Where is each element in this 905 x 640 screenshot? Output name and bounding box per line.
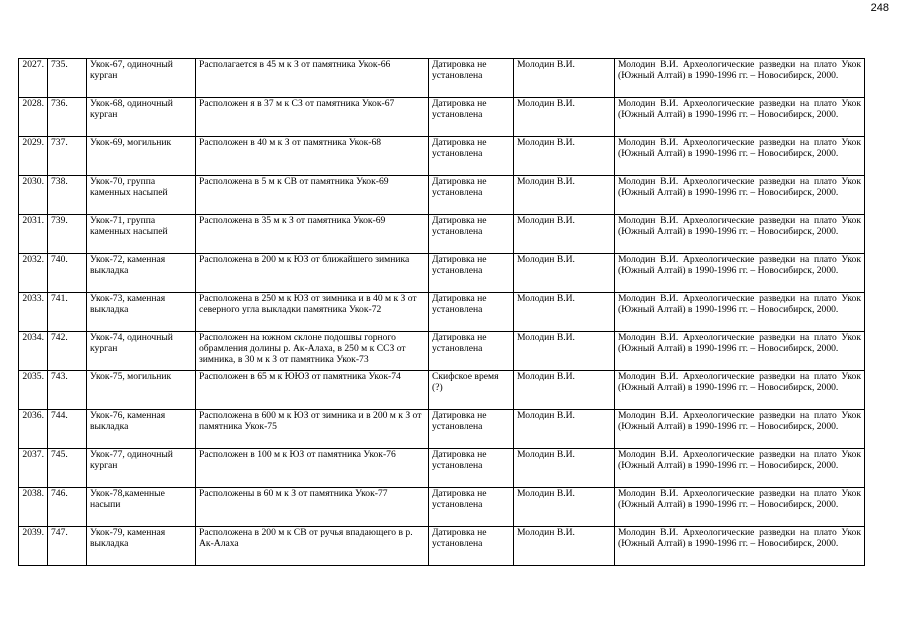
monument-index-cell: 741. bbox=[48, 293, 87, 332]
monument-name-cell: Укок-67, одиночный курган bbox=[87, 59, 196, 98]
literature-cell: Молодин В.И. Археологические разведки на плато Укок (Южный Алтай) в 1990-1996 гг. – Новосибирск, 2000. bbox=[615, 527, 865, 566]
monument-index-cell: 736. bbox=[48, 98, 87, 137]
monument-name-cell: Укок-72, каменная выкладка bbox=[87, 254, 196, 293]
monument-name-cell: Укок-75, могильник bbox=[87, 371, 196, 410]
author-cell: Молодин В.И. bbox=[514, 410, 615, 449]
row-number-cell: 2032. bbox=[19, 254, 48, 293]
location-cell: Расположена в 250 м к ЮЗ от зимника и в 40 м к З от северного угла выкладки памятника Укок-72 bbox=[196, 293, 429, 332]
monument-name-cell: Укок-70, группа каменных насыпей bbox=[87, 176, 196, 215]
location-cell: Расположен в 65 м к ЮЮЗ от памятника Укок-74 bbox=[196, 371, 429, 410]
author-cell: Молодин В.И. bbox=[514, 449, 615, 488]
location-cell: Расположен в 100 м к ЮЗ от памятника Укок-76 bbox=[196, 449, 429, 488]
table-body bbox=[19, 59, 865, 566]
literature-cell: Молодин В.И. Археологические разведки на плато Укок (Южный Алтай) в 1990-1996 гг. – Новосибирск, 2000. bbox=[615, 293, 865, 332]
row-number-cell: 2031. bbox=[19, 215, 48, 254]
location-cell: Располагается в 45 м к З от памятника Укок-66 bbox=[196, 59, 429, 98]
dating-cell: Датировка не установлена bbox=[429, 332, 514, 371]
literature-cell: Молодин В.И. Археологические разведки на плато Укок (Южный Алтай) в 1990-1996 гг. – Новосибирск, 2000. bbox=[615, 410, 865, 449]
monument-index-cell: 738. bbox=[48, 176, 87, 215]
location-cell: Расположена в 5 м к СВ от памятника Укок-69 bbox=[196, 176, 429, 215]
literature-cell: Молодин В.И. Археологические разведки на плато Укок (Южный Алтай) в 1990-1996 гг. – Новосибирск, 2000. bbox=[615, 371, 865, 410]
author-cell: Молодин В.И. bbox=[514, 527, 615, 566]
author-cell: Молодин В.И. bbox=[514, 293, 615, 332]
table-row bbox=[19, 176, 865, 215]
row-number-cell: 2033. bbox=[19, 293, 48, 332]
monument-name-cell: Укок-73, каменная выкладка bbox=[87, 293, 196, 332]
monument-name-cell: Укок-69, могильник bbox=[87, 137, 196, 176]
table-row bbox=[19, 137, 865, 176]
table-row bbox=[19, 98, 865, 137]
dating-cell: Датировка не установлена bbox=[429, 98, 514, 137]
dating-cell: Скифское время (?) bbox=[429, 371, 514, 410]
monument-name-cell: Укок-71, группа каменных насыпей bbox=[87, 215, 196, 254]
row-number-cell: 2035. bbox=[19, 371, 48, 410]
row-number-cell: 2037. bbox=[19, 449, 48, 488]
table-row bbox=[19, 332, 865, 371]
row-number-cell: 2027. bbox=[19, 59, 48, 98]
monument-index-cell: 739. bbox=[48, 215, 87, 254]
location-cell: Расположена в 600 м к ЮЗ от зимника и в 200 м к З от памятника Укок-75 bbox=[196, 410, 429, 449]
table-row bbox=[19, 254, 865, 293]
row-number-cell: 2038. bbox=[19, 488, 48, 527]
dating-cell: Датировка не установлена bbox=[429, 176, 514, 215]
location-cell: Расположены в 60 м к З от памятника Укок-77 bbox=[196, 488, 429, 527]
table-row bbox=[19, 293, 865, 332]
literature-cell: Молодин В.И. Археологические разведки на плато Укок (Южный Алтай) в 1990-1996 гг. – Новосибирск, 2000. bbox=[615, 488, 865, 527]
monument-index-cell: 743. bbox=[48, 371, 87, 410]
author-cell: Молодин В.И. bbox=[514, 254, 615, 293]
literature-cell: Молодин В.И. Археологические разведки на плато Укок (Южный Алтай) в 1990-1996 гг. – Новосибирск, 2000. bbox=[615, 59, 865, 98]
monument-index-cell: 742. bbox=[48, 332, 87, 371]
literature-cell: Молодин В.И. Археологические разведки на плато Укок (Южный Алтай) в 1990-1996 гг. – Новосибирск, 2000. bbox=[615, 176, 865, 215]
author-cell: Молодин В.И. bbox=[514, 176, 615, 215]
monument-name-cell: Укок-78,каменные насыпи bbox=[87, 488, 196, 527]
literature-cell: Молодин В.И. Археологические разведки на плато Укок (Южный Алтай) в 1990-1996 гг. – Новосибирск, 2000. bbox=[615, 449, 865, 488]
monument-index-cell: 737. bbox=[48, 137, 87, 176]
literature-cell: Молодин В.И. Археологические разведки на плато Укок (Южный Алтай) в 1990-1996 гг. – Новосибирск, 2000. bbox=[615, 254, 865, 293]
dating-cell: Датировка не установлена bbox=[429, 293, 514, 332]
table-row bbox=[19, 59, 865, 98]
literature-cell: Молодин В.И. Археологические разведки на плато Укок (Южный Алтай) в 1990-1996 гг. – Новосибирск, 2000. bbox=[615, 215, 865, 254]
table-row bbox=[19, 410, 865, 449]
author-cell: Молодин В.И. bbox=[514, 59, 615, 98]
dating-cell: Датировка не установлена bbox=[429, 410, 514, 449]
table-row bbox=[19, 488, 865, 527]
location-cell: Расположена в 200 м к СВ от ручья впадающего в р. Ак-Алаха bbox=[196, 527, 429, 566]
row-number-cell: 2036. bbox=[19, 410, 48, 449]
location-cell: Расположен в 40 м к З от памятника Укок-68 bbox=[196, 137, 429, 176]
monument-name-cell: Укок-76, каменная выкладка bbox=[87, 410, 196, 449]
author-cell: Молодин В.И. bbox=[514, 215, 615, 254]
row-number-cell: 2039. bbox=[19, 527, 48, 566]
dating-cell: Датировка не установлена bbox=[429, 449, 514, 488]
table-row bbox=[19, 215, 865, 254]
dating-cell: Датировка не установлена bbox=[429, 59, 514, 98]
monument-index-cell: 745. bbox=[48, 449, 87, 488]
dating-cell: Датировка не установлена bbox=[429, 527, 514, 566]
dating-cell: Датировка не установлена bbox=[429, 254, 514, 293]
monument-index-cell: 746. bbox=[48, 488, 87, 527]
monument-name-cell: Укок-77, одиночный курган bbox=[87, 449, 196, 488]
author-cell: Молодин В.И. bbox=[514, 371, 615, 410]
monuments-table bbox=[18, 58, 865, 566]
author-cell: Молодин В.И. bbox=[514, 98, 615, 137]
row-number-cell: 2028. bbox=[19, 98, 48, 137]
literature-cell: Молодин В.И. Археологические разведки на плато Укок (Южный Алтай) в 1990-1996 гг. – Новосибирск, 2000. bbox=[615, 137, 865, 176]
dating-cell: Датировка не установлена bbox=[429, 137, 514, 176]
monument-name-cell: Укок-79, каменная выкладка bbox=[87, 527, 196, 566]
literature-cell: Молодин В.И. Археологические разведки на плато Укок (Южный Алтай) в 1990-1996 гг. – Новосибирск, 2000. bbox=[615, 98, 865, 137]
table-row bbox=[19, 371, 865, 410]
page-number: 248 bbox=[870, 2, 889, 14]
location-cell: Расположена в 200 м к ЮЗ от ближайшего зимника bbox=[196, 254, 429, 293]
location-cell: Расположен я в 37 м к СЗ от памятника Укок-67 bbox=[196, 98, 429, 137]
monument-index-cell: 735. bbox=[48, 59, 87, 98]
row-number-cell: 2029. bbox=[19, 137, 48, 176]
author-cell: Молодин В.И. bbox=[514, 488, 615, 527]
location-cell: Расположен на южном склоне подошвы горного обрамления долины р. Ак-Алаха, в 250 м к ССЗ от зимника, в 30 м к З от памятника Укок-73 bbox=[196, 332, 429, 371]
author-cell: Молодин В.И. bbox=[514, 137, 615, 176]
table-row bbox=[19, 449, 865, 488]
location-cell: Расположена в 35 м к З от памятника Укок-69 bbox=[196, 215, 429, 254]
row-number-cell: 2030. bbox=[19, 176, 48, 215]
monument-index-cell: 747. bbox=[48, 527, 87, 566]
monument-index-cell: 740. bbox=[48, 254, 87, 293]
monument-name-cell: Укок-74, одиночный курган bbox=[87, 332, 196, 371]
row-number-cell: 2034. bbox=[19, 332, 48, 371]
table-row bbox=[19, 527, 865, 566]
monument-index-cell: 744. bbox=[48, 410, 87, 449]
monument-name-cell: Укок-68, одиночный курган bbox=[87, 98, 196, 137]
author-cell: Молодин В.И. bbox=[514, 332, 615, 371]
dating-cell: Датировка не установлена bbox=[429, 215, 514, 254]
literature-cell: Молодин В.И. Археологические разведки на плато Укок (Южный Алтай) в 1990-1996 гг. – Новосибирск, 2000. bbox=[615, 332, 865, 371]
dating-cell: Датировка не установлена bbox=[429, 488, 514, 527]
